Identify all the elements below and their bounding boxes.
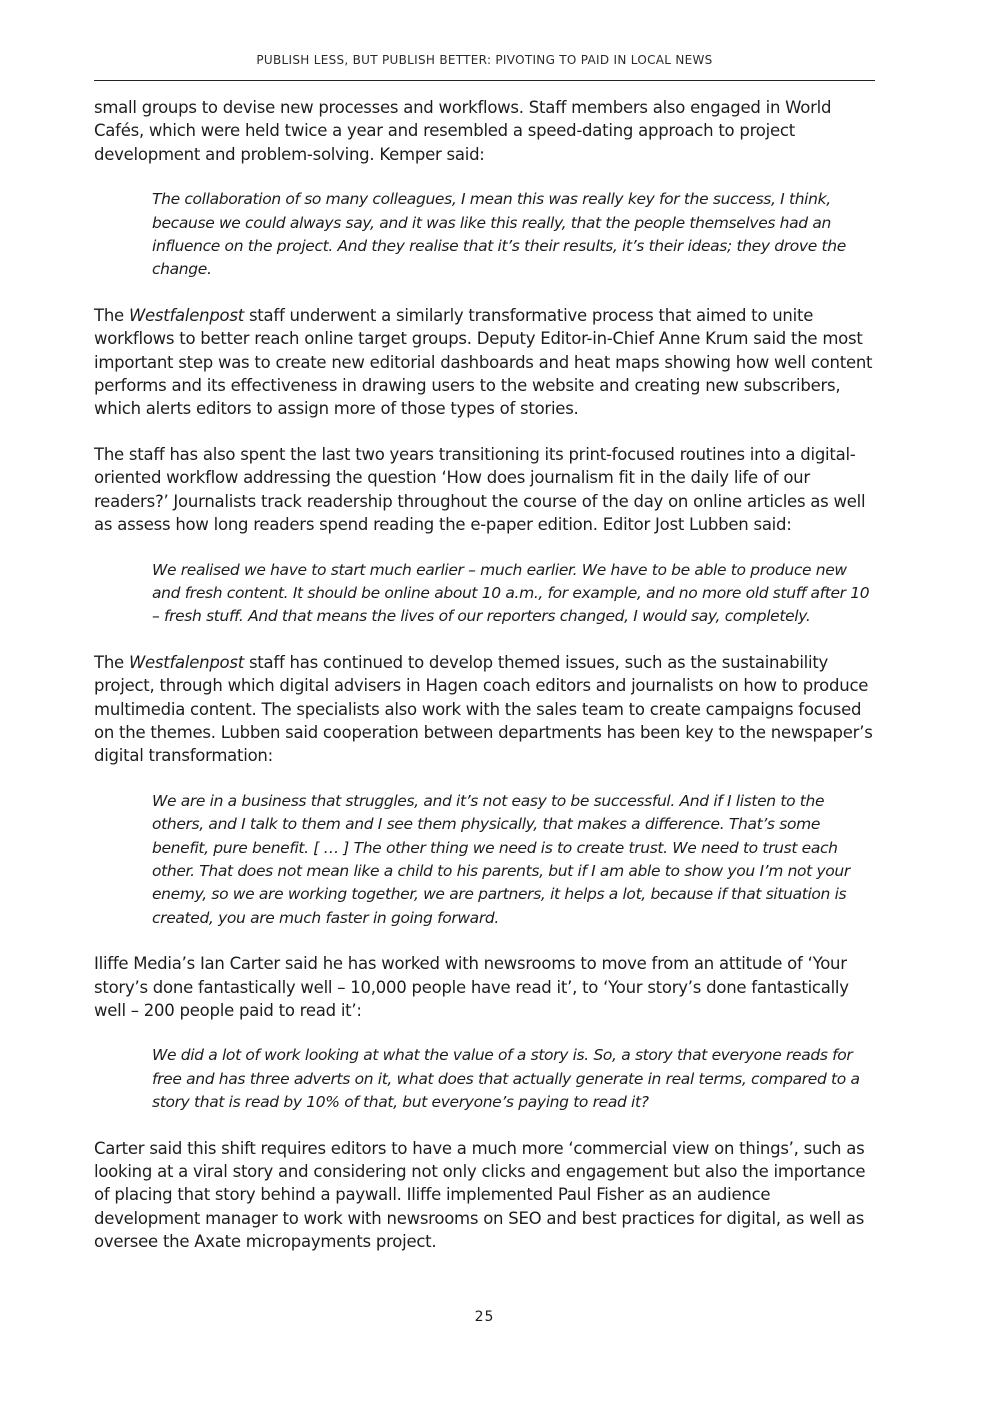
publication-title: Westfalenpost xyxy=(128,652,244,672)
paragraph: Carter said this shift requires editors to have a much more ‘commercial view on things’, such as looking at a viral story and considering not only clicks and engagement but also the importance of placing that story behind a paywall. Iliffe implemented Paul Fisher as an audience development manager to work with newsrooms on SEO and best practices for digital, as well as oversee the Axate micropayments project. xyxy=(94,1138,866,1252)
paragraph: small groups to devise new processes and workflows. Staff members also engaged in World Cafés, which were held twice a year and resembled a speed-dating approach to project development and problem-solving. Kemper said: xyxy=(94,98,832,164)
paragraph: The staff has also spent the last two years transitioning its print-focused routines into a digital-oriented workflow addressing the question ‘How does journalism fit in the daily life of our readers?’ Journalists track readership throughout the course of the day on online articles as well as assess how long readers spend reading the e-paper edition. Editor Jost Lubben said: xyxy=(94,444,866,535)
paragraph xyxy=(94,304,875,421)
publication-title: Westfalenpost xyxy=(128,305,244,325)
paragraph-lead: The xyxy=(94,652,129,672)
page-body xyxy=(94,96,875,1276)
running-header: PUBLISH LESS, BUT PUBLISH BETTER: PIVOTING TO PAID IN LOCAL NEWS xyxy=(256,53,713,67)
block-quote: We realised we have to start much earlier – much earlier. We have to be able to produce new and fresh content. It should be online about 10 a.m., for example, and no more old stuff after 10 – fresh stuff. And that means the lives of our reporters changed, I would say, completely. xyxy=(152,560,870,626)
header-rule xyxy=(94,80,875,81)
paragraph-text: staff has continued to develop themed issues, such as the sustainability project, through which digital advisers in Hagen coach editors and journalists on how to produce multimedia content. The specialists also work with the sales team to create campaigns focused on the themes. Lubben said cooperation between departments has been key to the newspaper’s digital transformation: xyxy=(94,652,873,766)
block-quote: We are in a business that struggles, and it’s not easy to be successful. And if I listen to the others, and I talk to them and I see them physically, that makes a difference. That’s some benefit, pure benefit. [ … ] The other thing we need is to create trust. We need to trust each other. That does not mean like a child to his parents, but if I am able to show you I’m not your enemy, so we are working together, we are partners, it helps a lot, because if that situation is created, you are much faster in going forward. xyxy=(152,791,850,927)
paragraph-lead: The xyxy=(94,305,129,325)
block-quote: The collaboration of so many colleagues, I mean this was really key for the success, I think, because we could always say, and it was like this really, that the people themselves had an influence on the project. And they realise that it’s their results, it’s their ideas; they drove the change. xyxy=(152,190,846,279)
page-number: 25 xyxy=(474,1309,495,1325)
block-quote: We did a lot of work looking at what the value of a story is. So, a story that everyone reads for free and has three adverts on it, what does that actually generate in real terms, compared to a story that is read by 10% of that, but everyone’s paying to read it? xyxy=(152,1046,860,1112)
paragraph-text: staff underwent a similarly transformative process that aimed to unite workflows to better reach online target groups. Deputy Editor-in-Chief Anne Krum said the most important step was to create new editorial dashboards and heat maps showing how well content performs and its effectiveness in drawing users to the website and creating new subscribers, which alerts editors to assign more of those types of stories. xyxy=(94,305,873,419)
paragraph: Iliffe Media’s Ian Carter said he has worked with newsrooms to move from an attitude of ‘Your story’s done fantastically well – 10,000 people have read it’, to ‘Your story’s done fantastically well – 200 people paid to read it’: xyxy=(94,954,849,1020)
paragraph xyxy=(94,651,875,768)
